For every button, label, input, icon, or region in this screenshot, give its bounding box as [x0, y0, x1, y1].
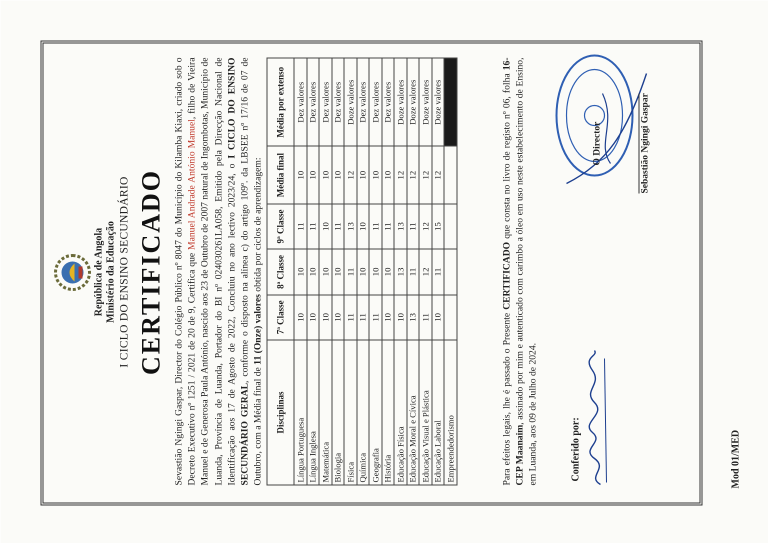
grade-cell: Dez valores: [356, 58, 369, 146]
grade-cell: 15: [431, 203, 444, 248]
closing-text: [500, 57, 540, 485]
ministry-label: Ministério da Educação: [105, 220, 116, 323]
cycle-label: I CICLO DO ENSINO SECUNDÁRIO: [118, 175, 130, 368]
grade-cell: 10: [356, 146, 369, 203]
grade-cell: 10: [319, 249, 332, 294]
table-row: [431, 58, 444, 485]
grade-cell: [444, 294, 457, 339]
grade-cell: 10: [306, 294, 319, 339]
grade-cell: [444, 146, 457, 203]
table-row: [444, 58, 457, 485]
header-7-classe: 7ª Classe: [267, 294, 294, 339]
grade-cell: Dez valores: [306, 58, 319, 146]
grade-cell: 11: [344, 249, 357, 294]
grade-cell: 11: [294, 203, 307, 248]
discipline-cell: Empreendedorismo: [444, 340, 457, 485]
model-code: Mod 01/MED: [730, 429, 741, 488]
grade-cell: 10: [331, 294, 344, 339]
table-row: [319, 58, 332, 485]
closing-school: 16-CEP Maanaim: [501, 56, 526, 485]
grade-cell: 11: [331, 203, 344, 248]
grade-cell: 10: [294, 249, 307, 294]
table-row: [394, 58, 407, 485]
table-row: [306, 58, 319, 485]
table-row: [356, 58, 369, 485]
republic-label: República de Angola: [93, 227, 104, 316]
discipline-cell: Geografia: [369, 340, 382, 485]
discipline-cell: Língua Inglesa: [306, 340, 319, 485]
body-part-c: , conforme o disposto na alínea c) do artigo 109º. da LBSEE nº 17/16 de 07 de Outubro, com a Média final de: [239, 57, 264, 485]
grade-cell: [444, 249, 457, 294]
grade-cell: 10: [369, 146, 382, 203]
closing-e: , assinado por mim e autenticado com carimbo a óleo em uso neste estabelecimento de Ensino, em Luanda, aos 09 de Julho de 2024.: [514, 56, 539, 485]
grade-cell: 10: [356, 203, 369, 248]
grade-cell: Dez valores: [331, 58, 344, 146]
discipline-cell: Biologia: [331, 340, 344, 485]
grade-cell: 10: [356, 249, 369, 294]
grade-cell: Dez valores: [319, 58, 332, 146]
grade-cell: 10: [319, 146, 332, 203]
grade-cell: Dez valores: [369, 58, 382, 146]
grade-cell: 11: [381, 203, 394, 248]
grade-cell: Dez valores: [294, 58, 307, 146]
discipline-cell: Química: [356, 340, 369, 485]
grade-cell: 11: [406, 203, 419, 248]
grade-cell: 10: [294, 146, 307, 203]
header-disciplinas: Disciplinas: [267, 340, 294, 485]
final-average: 11 (Onze) valores: [252, 293, 264, 365]
director-title: O Director: [592, 121, 602, 165]
grade-cell: Doze valores: [419, 58, 432, 146]
grade-cell: Doze valores: [344, 58, 357, 146]
table-row: [294, 58, 307, 485]
director-name: Sebastião Ngingi Gaspar: [640, 92, 650, 193]
checker-signature-icon: [582, 348, 612, 488]
table-row: [419, 58, 432, 485]
grade-cell: 10: [319, 203, 332, 248]
discipline-cell: Física: [344, 340, 357, 485]
grade-cell: 13: [394, 249, 407, 294]
discipline-cell: Educação Laboral: [431, 340, 444, 485]
discipline-cell: História: [381, 340, 394, 485]
grade-cell: 10: [381, 146, 394, 203]
grade-cell: [444, 58, 457, 146]
grade-cell: 13: [406, 294, 419, 339]
grade-cell: 11: [406, 249, 419, 294]
grade-cell: 12: [419, 249, 432, 294]
table-row: [331, 58, 344, 485]
grade-cell: 10: [431, 294, 444, 339]
body-part-b: , filho de Vieira Manuel e de Generosa Paula António, nascido aos 23 de Outubro de 2007 natural de Ingombotas, Município de Luanda, Província de Luanda, Portador do BI nº 024030261LA058, Emitido pela Direcção Nacional de Identificação aos 17 de Agosto de 2022, Concluiu no ano lectivo 2023/24, o: [186, 57, 237, 485]
grade-cell: 11: [419, 294, 432, 339]
grade-cell: 10: [381, 294, 394, 339]
grade-cell: 12: [419, 203, 432, 248]
grade-cell: 10: [294, 294, 307, 339]
grade-cell: 12: [431, 146, 444, 203]
closing-c: que consta no livro de registo nº 06, folha: [501, 69, 512, 242]
grade-cell: 11: [369, 294, 382, 339]
discipline-cell: Língua Portuguesa: [294, 340, 307, 485]
grade-cell: 11: [356, 294, 369, 339]
closing-a: Para efeitos legais, lhe é passado o Presente: [501, 309, 512, 485]
body-part-a: Sevastião Ngingi Gaspar, Director do Colégio Público nº 8047 do Município do Kilamba Kiaxi, criado sob o Decreto Executivo nº 1251 / 2021 de 20 de 9, Certifica que: [173, 57, 198, 485]
certificate-body-text: [172, 57, 264, 485]
grade-cell: Doze valores: [431, 58, 444, 146]
grade-cell: 11: [306, 203, 319, 248]
grade-cell: 13: [394, 203, 407, 248]
grade-cell: Doze valores: [394, 58, 407, 146]
discipline-cell: Educação Visual e Plástica: [419, 340, 432, 485]
body-part-d: obtida por ciclos de aprendizagem:: [252, 156, 264, 294]
header-8-classe: 8ª Classe: [267, 249, 294, 294]
grade-cell: 10: [394, 294, 407, 339]
grade-cell: [444, 203, 457, 248]
checked-by-label: Conferido por:: [570, 416, 581, 481]
discipline-cell: Educação Física: [394, 340, 407, 485]
grades-table: [266, 57, 457, 485]
header-9-classe: 9ª Classe: [267, 203, 294, 248]
grade-cell: 10: [331, 146, 344, 203]
angola-emblem-icon: [52, 249, 92, 295]
grade-cell: 10: [369, 249, 382, 294]
grade-cell: 10: [381, 249, 394, 294]
grade-cell: Doze valores: [406, 58, 419, 146]
course-name: I CICLO DO ENSINO SECUNDÁRIO GERAL: [225, 57, 251, 485]
table-row: [406, 58, 419, 485]
header-media-extenso: Média por extenso: [267, 58, 294, 146]
table-header-row: [267, 58, 294, 485]
discipline-cell: Matemática: [319, 340, 332, 485]
closing-certificate: CERTIFICADO: [501, 241, 512, 310]
grade-cell: 10: [306, 146, 319, 203]
grade-cell: 11: [431, 249, 444, 294]
grade-cell: 11: [369, 203, 382, 248]
director-signature-block: [546, 43, 656, 223]
student-name: Manuel Andrade António Manuel: [186, 118, 198, 250]
table-row: [369, 58, 382, 485]
table-row: [344, 58, 357, 485]
grade-cell: 12: [406, 146, 419, 203]
discipline-cell: Educação Moral e Cívica: [406, 340, 419, 485]
grade-cell: 10: [319, 294, 332, 339]
grade-cell: 13: [344, 203, 357, 248]
grade-cell: 10: [306, 249, 319, 294]
grade-cell: 12: [394, 146, 407, 203]
table-row: [381, 58, 394, 485]
document-title: CERTIFICADO: [136, 168, 165, 375]
grade-cell: 10: [331, 249, 344, 294]
grade-cell: 11: [344, 294, 357, 339]
grade-cell: 12: [344, 146, 357, 203]
header-media-final: Média final: [267, 146, 294, 203]
grade-cell: 12: [419, 146, 432, 203]
grade-cell: Dez valores: [381, 58, 394, 146]
